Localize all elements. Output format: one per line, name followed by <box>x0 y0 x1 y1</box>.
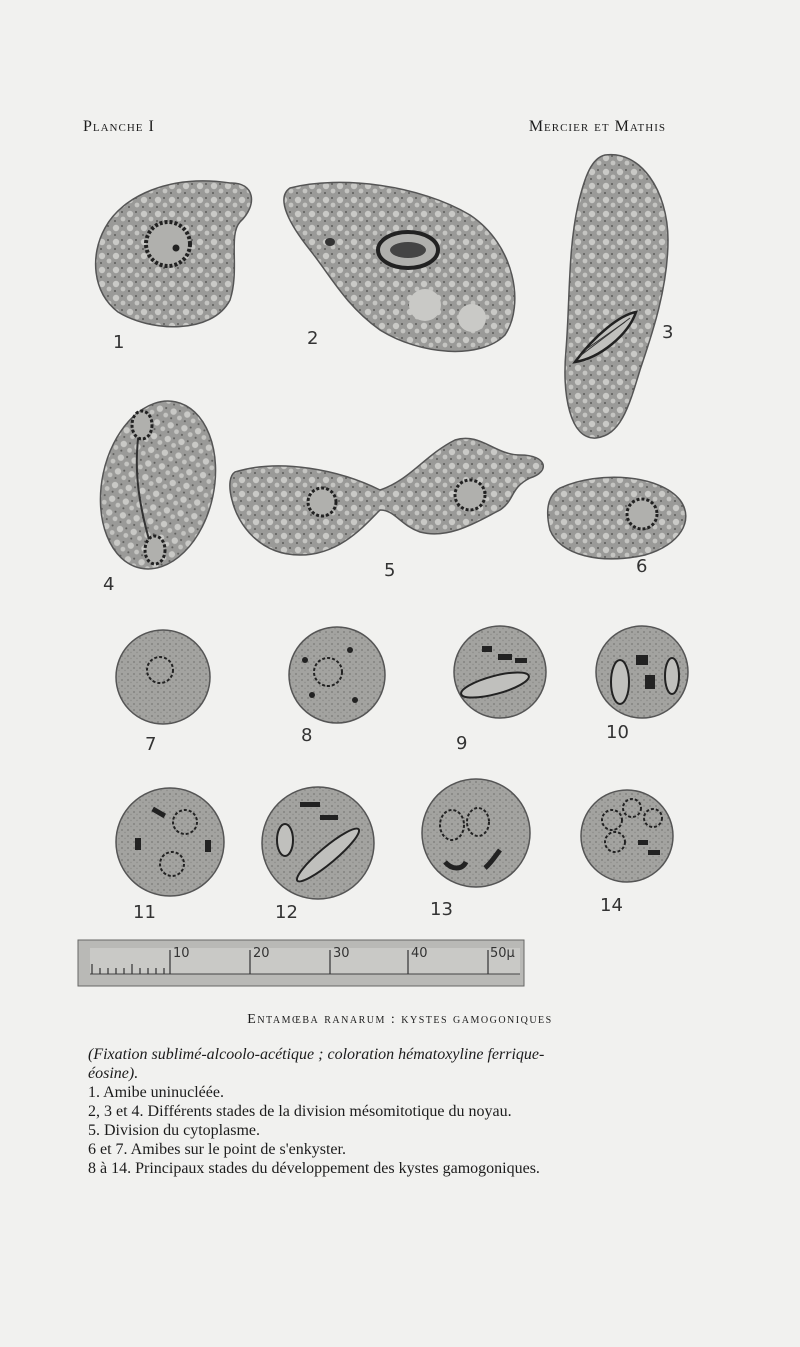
figure-2-amoeba <box>284 182 515 351</box>
figure-label-5: 5 <box>384 560 396 581</box>
figure-4-amoeba <box>86 390 231 580</box>
caption-method-line-1: (Fixation sublimé-alcoolo-acétique ; coloration hématoxyline ferrique- <box>88 1046 545 1063</box>
caption-method-line-2: éosine). <box>88 1065 139 1082</box>
scale-label-10: 10 <box>173 946 190 961</box>
caption-line-1: 1. Amibe uninucléée. <box>88 1084 224 1101</box>
scale-bar <box>78 940 524 986</box>
figure-13-cyst <box>422 779 530 887</box>
scale-label-40: 40 <box>411 946 428 961</box>
scale-label-50: 50μ <box>490 946 515 961</box>
scale-label-20: 20 <box>253 946 270 961</box>
figure-label-11: 11 <box>133 902 156 923</box>
authors: Mercier et Mathis <box>528 118 666 135</box>
figure-label-7: 7 <box>145 734 157 755</box>
figure-9-cyst <box>454 626 546 718</box>
figure-8-cyst <box>289 627 385 723</box>
figure-label-8: 8 <box>301 725 313 746</box>
caption-line-3: 5. Division du cytoplasme. <box>88 1122 260 1139</box>
plate-title: Entamœba ranarum : kystes gamogoniques <box>247 1012 553 1027</box>
figure-label-1: 1 <box>113 332 125 353</box>
figure-6-amoeba <box>548 477 686 559</box>
figure-5-amoeba <box>230 438 543 555</box>
figure-12-cyst <box>262 787 374 899</box>
caption-line-4: 6 et 7. Amibes sur le point de s'enkyster. <box>88 1141 346 1158</box>
figure-label-14: 14 <box>600 895 623 916</box>
figure-3-amoeba <box>565 155 668 438</box>
caption-line-5: 8 à 14. Principaux stades du développement des kystes gamogoniques. <box>88 1160 540 1177</box>
scale-label-30: 30 <box>333 946 350 961</box>
figure-label-10: 10 <box>606 722 629 743</box>
figure-10-cyst <box>596 626 688 718</box>
figure-11-cyst <box>116 788 224 896</box>
figure-label-2: 2 <box>307 328 319 349</box>
figure-label-12: 12 <box>275 902 298 923</box>
figure-1-amoeba <box>96 181 252 327</box>
plate-number: Planche I <box>83 118 155 135</box>
figure-label-13: 13 <box>430 899 453 920</box>
figure-label-3: 3 <box>662 322 674 343</box>
figure-14-cyst <box>581 790 673 882</box>
figure-label-4: 4 <box>103 574 115 595</box>
figure-label-6: 6 <box>636 556 648 577</box>
caption-line-2: 2, 3 et 4. Différents stades de la division mésomitotique du noyau. <box>88 1103 512 1120</box>
plate-caption <box>88 1045 728 1178</box>
figure-label-9: 9 <box>456 733 468 754</box>
figure-7-cyst <box>116 630 210 724</box>
